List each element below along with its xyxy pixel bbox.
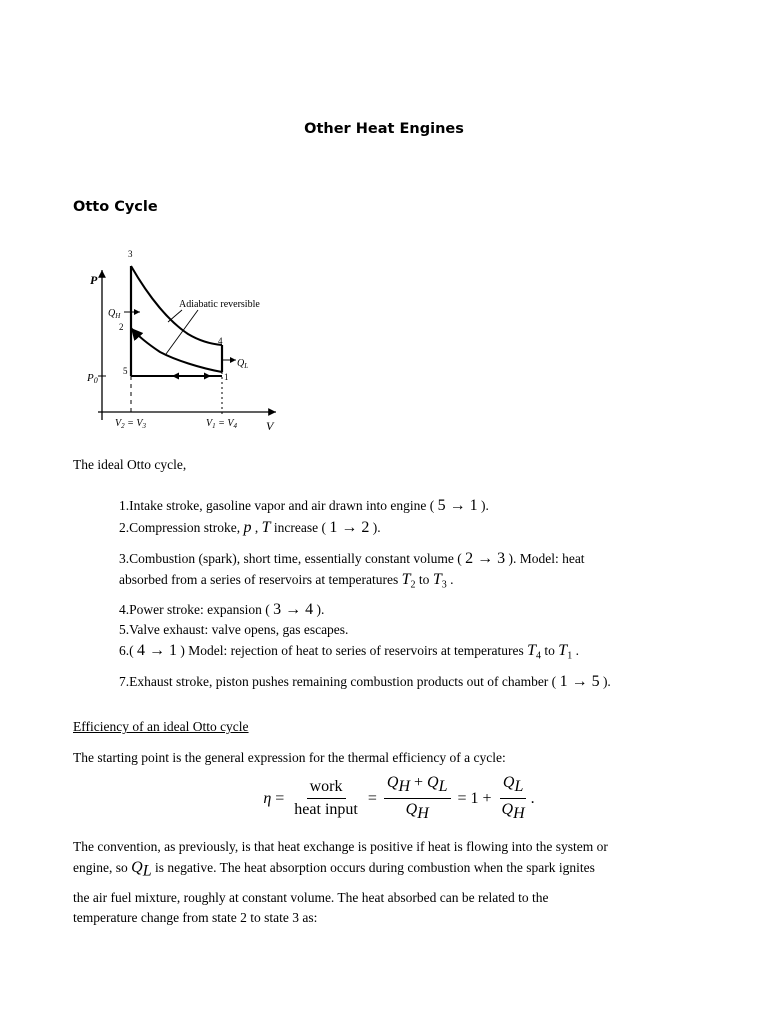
ql-label: $Q_L$ [237, 358, 249, 370]
step-7: 7.Exhaust stroke, piston pushes remaining combustion products out of chamber ( 1 → 5 ). [119, 673, 611, 690]
node-1: 1 [224, 372, 229, 382]
section-heading: Otto Cycle [73, 199, 158, 215]
intro-text: The ideal Otto cycle, [73, 457, 187, 472]
v2-v3-label: $V_2 = V_3$ [115, 418, 146, 430]
para2-line2: temperature change from state 2 to state 3 as: [73, 910, 318, 925]
step-5: 5.Valve exhaust: valve opens, gas escapes. [119, 622, 349, 637]
adiabat-1-2 [131, 328, 222, 372]
para1-line2: engine, so $Q_L$ is negative. The heat absorption occurs during combustion when the spark ignites [73, 859, 595, 880]
qh-label: $Q_H$ [108, 308, 121, 320]
otto-pv-diagram [80, 244, 280, 436]
v1-v4-label: $V_1 = V_4$ [206, 418, 237, 430]
node-2: 2 [119, 322, 124, 332]
node-4: 4 [218, 336, 223, 346]
efficiency-heading: Efficiency of an ideal Otto cycle [73, 719, 249, 734]
step-3-line2: absorbed from a series of reservoirs at temperatures $T_2$ to $T_3$ . [119, 571, 454, 591]
p0-label: P0 [87, 372, 98, 385]
page-title: Other Heat Engines [304, 121, 464, 137]
step-6: 6.( 4 → 1 ) Model: rejection of heat to series of reservoirs at temperatures $T_4$ to $T_1$ . [119, 642, 579, 662]
adiabatic-label: Adiabatic reversible [179, 299, 260, 310]
v-label: V [266, 419, 274, 433]
node-5: 5 [123, 366, 128, 376]
node-3: 3 [128, 249, 133, 259]
step-3: 3.Combustion (spark), short time, essentially constant volume ( 2 → 3 ). Model: heat [119, 550, 585, 567]
para2-line1: the air fuel mixture, roughly at constant volume. The heat absorbed can be related to the [73, 890, 549, 905]
step-4: 4.Power stroke: expansion ( 3 → 4 ). [119, 601, 325, 618]
efficiency-lead: The starting point is the general expression for the thermal efficiency of a cycle: [73, 750, 506, 765]
p-label: P [90, 273, 98, 287]
step-2: 2.Compression stroke, p , T increase ( 1 → 2 ). [119, 519, 381, 536]
para1-line1: The convention, as previously, is that heat exchange is positive if heat is flowing into the system or [73, 839, 608, 854]
efficiency-equation: η = $\frac{\text{work}}{\text{heat input}}$ = $\frac{Q_H + Q_L}{Q_H}$ = 1 + $\frac{Q_L}{Q_H}$ . [263, 774, 535, 823]
step-1: 1.Intake stroke, gasoline vapor and air drawn into engine ( 5 → 1 ). [119, 497, 489, 514]
